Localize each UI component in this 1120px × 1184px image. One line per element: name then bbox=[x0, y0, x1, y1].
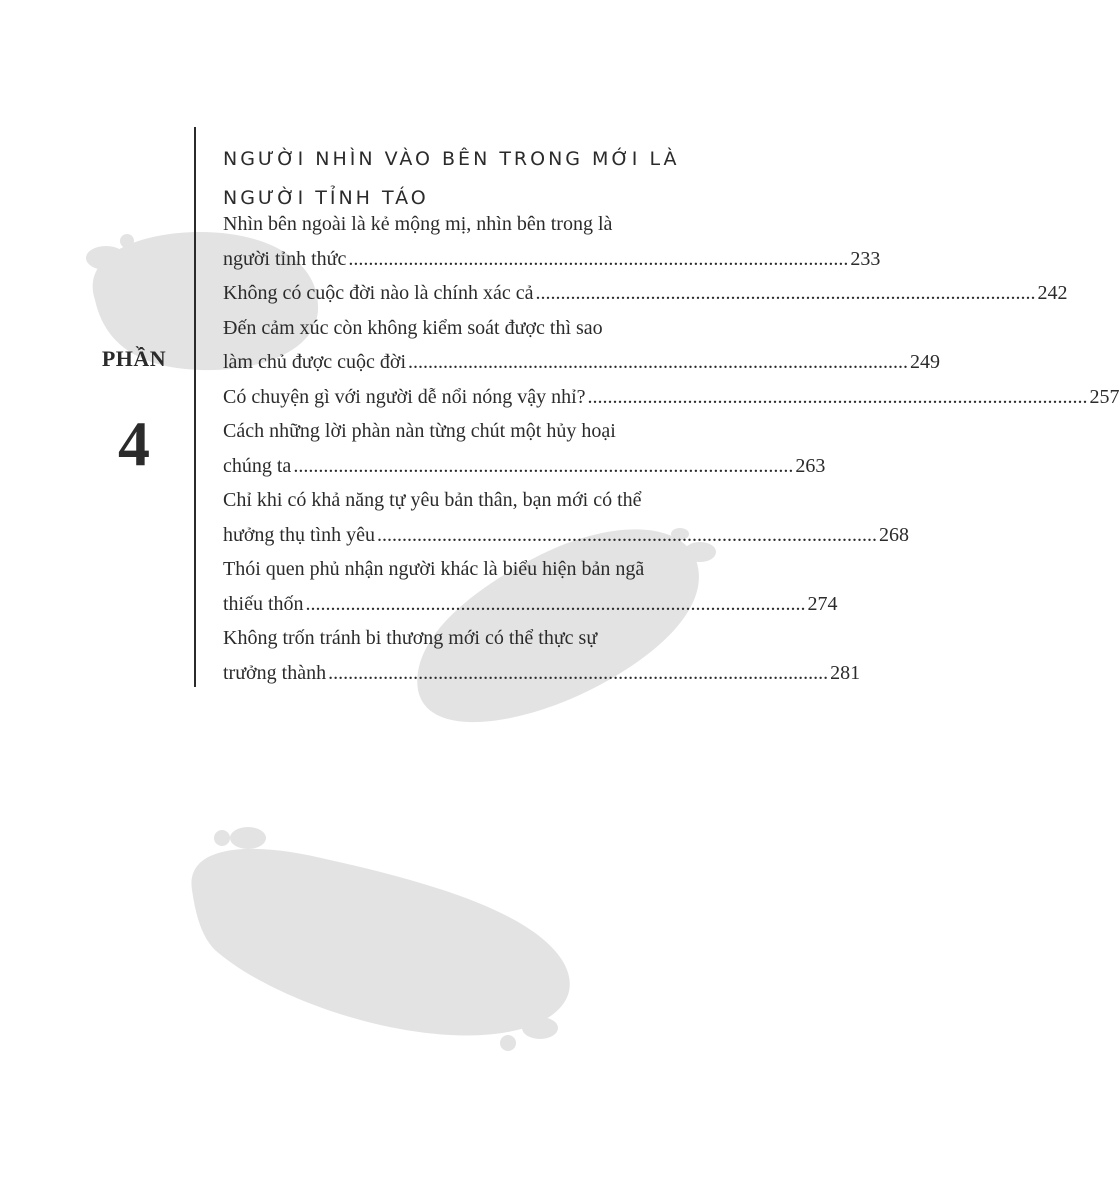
toc-entry-title-line: Chỉ khi có khả năng tự yêu bản thân, bạn mới có thể bbox=[223, 489, 642, 511]
toc-entry-last-line bbox=[223, 518, 909, 553]
dot-leader: .................................................................................................... bbox=[293, 454, 794, 477]
dot-leader: .................................................................................................... bbox=[328, 661, 829, 684]
toc-entry[interactable] bbox=[223, 311, 941, 380]
toc-entry[interactable] bbox=[223, 552, 838, 621]
toc-page-number: 281 bbox=[830, 661, 861, 684]
toc-entry-last-line bbox=[223, 449, 826, 484]
toc-entry-title-tail: Có chuyện gì với người dễ nổi nóng vậy nhỉ? bbox=[223, 385, 586, 408]
toc-entry-last-line bbox=[223, 242, 881, 277]
toc-page-number: 263 bbox=[795, 454, 826, 477]
dot-leader: .................................................................................................... bbox=[408, 351, 909, 373]
toc-page-number: 242 bbox=[1037, 282, 1068, 304]
divider-line bbox=[194, 127, 196, 687]
toc-entry-last-line bbox=[223, 276, 1068, 311]
toc-page-number: 249 bbox=[910, 351, 941, 373]
toc-entry-title-tail: chúng ta bbox=[223, 454, 292, 477]
dot-leader: .................................................................................................... bbox=[535, 282, 1036, 304]
toc-entry-title-line: Nhìn bên ngoài là kẻ mộng mị, nhìn bên trong là bbox=[223, 213, 613, 235]
toc-entry[interactable] bbox=[223, 276, 1068, 311]
toc-entry[interactable] bbox=[223, 207, 881, 276]
toc-entry-last-line bbox=[223, 380, 1120, 415]
toc-entry-title-line: Cách những lời phàn nàn từng chút một hủy hoại bbox=[223, 420, 616, 442]
dot-leader: .................................................................................................... bbox=[587, 385, 1088, 408]
toe-blob bbox=[522, 1017, 558, 1039]
toc-entry-title-line: Đến cảm xúc còn không kiểm soát được thì sao bbox=[223, 316, 603, 339]
part-number: 4 bbox=[118, 408, 150, 479]
toc-entry-title-tail: thiếu thốn bbox=[223, 592, 304, 615]
toc-entry[interactable] bbox=[223, 380, 1120, 415]
toc-entry-last-line bbox=[223, 587, 838, 622]
footprint-blob bbox=[191, 849, 569, 1036]
toc-entry[interactable] bbox=[223, 621, 861, 690]
toc-entry-title-line: Không trốn tránh bi thương mới có thể thực sự bbox=[223, 627, 598, 649]
toc-entry-title-tail: trưởng thành bbox=[223, 661, 327, 684]
toc-entry[interactable] bbox=[223, 414, 826, 483]
toe-blob bbox=[214, 830, 230, 846]
toe-blob bbox=[500, 1035, 516, 1051]
table-of-contents bbox=[223, 207, 1120, 690]
part-label: PHẦN bbox=[101, 346, 167, 371]
toc-entry-title-tail: Không có cuộc đời nào là chính xác cả bbox=[223, 282, 534, 304]
toc-entry-title-tail: người tỉnh thức bbox=[223, 247, 347, 270]
toc-entry-title-line: Thói quen phủ nhận người khác là biểu hiện bản ngã bbox=[223, 558, 645, 580]
toc-page-number: 233 bbox=[850, 247, 881, 270]
dot-leader: .................................................................................................... bbox=[376, 523, 877, 546]
dot-leader: .................................................................................................... bbox=[305, 592, 806, 615]
toc-entry[interactable] bbox=[223, 483, 909, 552]
toc-entry-title-tail: hưởng thụ tình yêu bbox=[223, 523, 375, 546]
toc-page-number: 274 bbox=[807, 592, 838, 615]
toc-entry-last-line bbox=[223, 656, 861, 691]
toc-entry-title-tail: làm chủ được cuộc đời bbox=[223, 351, 407, 373]
toc-entry-last-line bbox=[223, 345, 941, 380]
toe-blob bbox=[86, 246, 126, 270]
toe-blob bbox=[230, 827, 266, 849]
toc-page-number: 257 bbox=[1089, 385, 1120, 408]
section-title: NGƯỜI NHÌN VÀO BÊN TRONG MỚI LÀ NGƯỜI TỈNH TÁO bbox=[223, 147, 680, 209]
dot-leader: .................................................................................................... bbox=[348, 247, 849, 270]
toc-page-number: 268 bbox=[878, 523, 909, 546]
toe-blob bbox=[120, 234, 134, 248]
